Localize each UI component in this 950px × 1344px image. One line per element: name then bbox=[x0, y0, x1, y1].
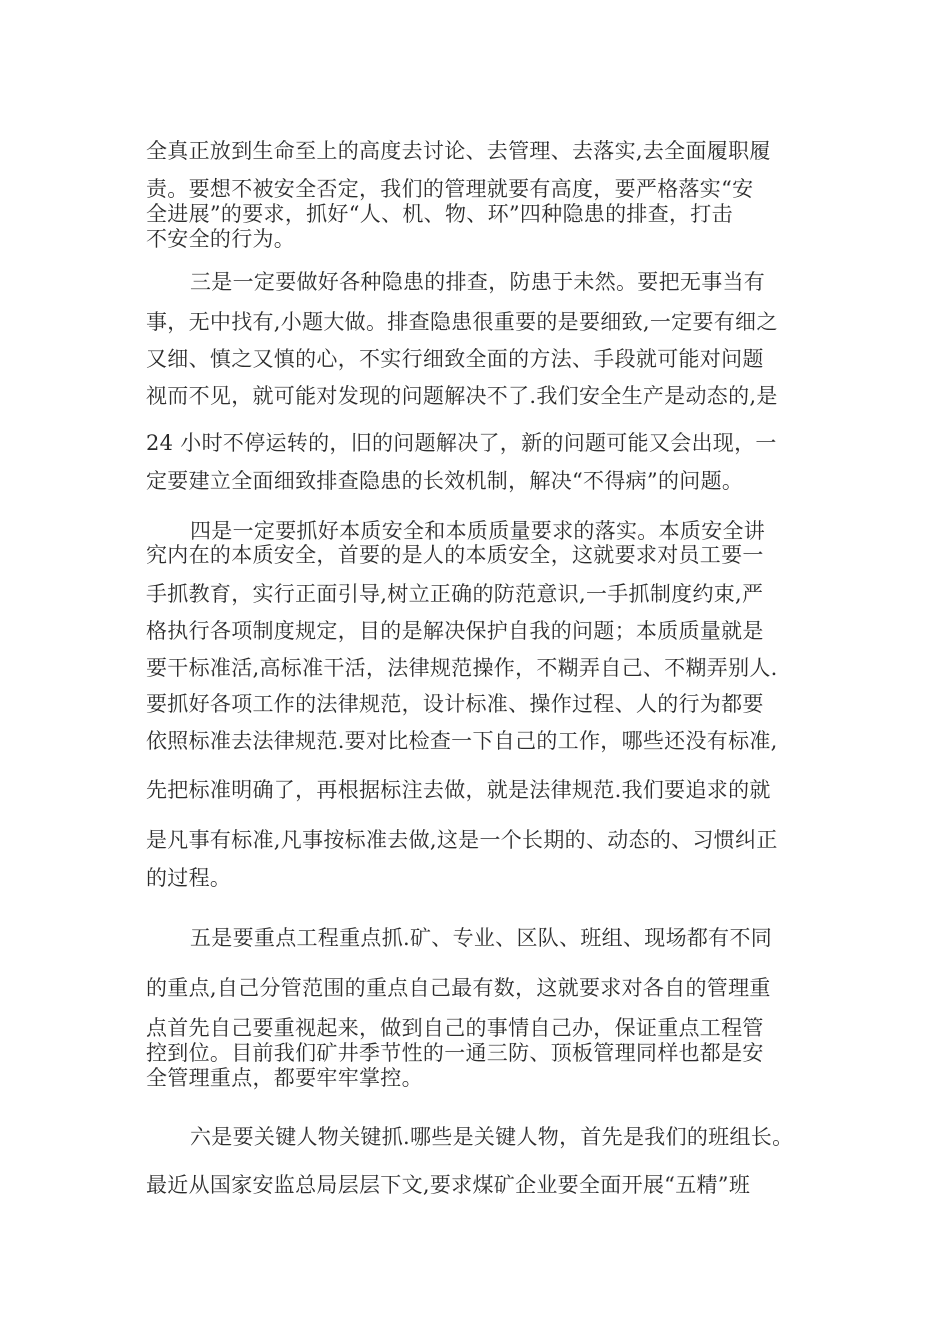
text-line: 的过程。 bbox=[146, 866, 232, 890]
text-line: 全进展”的要求，抓好“人、机、物、环”四种隐患的排查，打击 bbox=[146, 202, 733, 226]
text-line: 最近从国家安监总局层层下文,要求煤矿企业要全面开展“五精”班 bbox=[146, 1173, 751, 1197]
text-line: 定要建立全面细致排查隐患的长效机制，解决“不得病”的问题。 bbox=[146, 469, 744, 493]
text-line: 全管理重点，都要牢牢掌控。 bbox=[146, 1066, 423, 1090]
text-line: 手抓教育，实行正面引导,树立正确的防范意识,一手抓制度约束,严 bbox=[146, 582, 764, 606]
text-line: 责。要想不被安全否定，我们的管理就要有高度，要严格落实“安 bbox=[146, 177, 754, 201]
paragraph-first-line: 五是要重点工程重点抓.矿、专业、区队、班组、现场都有不同 bbox=[190, 926, 773, 950]
text-line: 全真正放到生命至上的高度去讨论、去管理、去落实,去全面履职履 bbox=[146, 139, 771, 163]
text-line: 的重点,自己分管范围的重点自己最有数，这就要求对各自的管理重 bbox=[146, 976, 771, 1000]
text-line: 视而不见，就可能对发现的问题解决不了.我们安全生产是动态的,是 bbox=[146, 384, 778, 408]
text-line: 要干标准活,高标准干活，法律规范操作，不糊弄自己、不糊弄别人. bbox=[146, 656, 778, 680]
text-line: 要抓好各项工作的法律规范，设计标准、操作过程、人的行为都要 bbox=[146, 692, 764, 716]
text-line: 点首先自己要重视起来，做到自己的事情自己办，保证重点工程管 bbox=[146, 1016, 764, 1040]
text-line: 依照标准去法律规范.要对比检查一下自己的工作，哪些还没有标准, bbox=[146, 729, 778, 753]
text-line: 格执行各项制度规定，目的是解决保护自我的问题；本质质量就是 bbox=[146, 619, 764, 643]
text-line: 究内在的本质安全，首要的是人的本质安全，这就要求对员工要一 bbox=[146, 543, 764, 567]
paragraph-first-line: 六是要关键人物关键抓.哪些是关键人物，首先是我们的班组长。 bbox=[190, 1125, 794, 1149]
text-line: 不安全的行为。 bbox=[146, 227, 296, 251]
text-line: 先把标准明确了，再根据标注去做，就是法律规范.我们要追求的就 bbox=[146, 778, 771, 802]
paragraph-first-line: 三是一定要做好各种隐患的排查，防患于未然。要把无事当有 bbox=[190, 270, 766, 294]
paragraph-first-line: 四是一定要抓好本质安全和本质质量要求的落实。本质安全讲 bbox=[190, 519, 766, 543]
text-line: 是凡事有标准,凡事按标准去做,这是一个长期的、动态的、习惯纠正 bbox=[146, 828, 778, 852]
text-line: 事，无中找有,小题大做。排查隐患很重要的是要细致,一定要有细之 bbox=[146, 310, 778, 334]
text-line: 24 小时不停运转的，旧的问题解决了，新的问题可能又会出现，一 bbox=[146, 431, 777, 455]
text-line: 又细、慎之又慎的心，不实行细致全面的方法、手段就可能对问题 bbox=[146, 347, 764, 371]
text-line: 控到位。目前我们矿井季节性的一通三防、顶板管理同样也都是安 bbox=[146, 1041, 764, 1065]
